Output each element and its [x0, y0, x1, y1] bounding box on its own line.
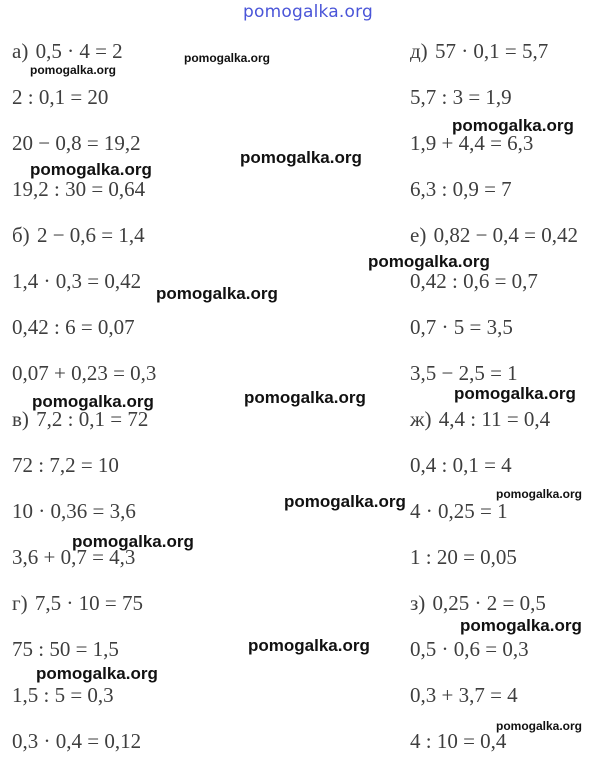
equation-text: 0,4 : 0,1 = 4	[410, 453, 512, 477]
equation	[12, 80, 156, 126]
watermark: pomogalka.org	[30, 63, 117, 77]
watermark: pomogalka.org	[452, 116, 574, 135]
equation-text: 0,7 · 5 = 3,5	[410, 315, 513, 339]
watermark: pomogalka.org	[460, 616, 582, 635]
task-label: г)	[12, 591, 28, 615]
equation-text: 0,3 · 0,4 = 0,12	[12, 729, 142, 753]
equation	[410, 678, 578, 724]
equation-text: 1,9 + 4,4 = 6,3	[410, 131, 534, 155]
site-header: pomogalka.org	[243, 2, 373, 22]
task-label: в)	[12, 407, 29, 431]
equation-text: 57 · 0,1 = 5,7	[434, 39, 549, 63]
watermark: pomogalka.org	[244, 388, 366, 407]
watermark: pomogalka.org	[284, 492, 406, 511]
equation	[12, 310, 156, 356]
watermark: pomogalka.org	[184, 51, 271, 65]
equation-text: 0,3 + 3,7 = 4	[410, 683, 518, 707]
equation-text: 7,2 : 0,1 = 72	[36, 407, 149, 431]
equation-text: 0,42 : 6 = 0,07	[12, 315, 135, 339]
equation-text: 7,5 · 10 = 75	[34, 591, 143, 615]
equation-text: 2 − 0,6 = 1,4	[36, 223, 145, 247]
watermark: pomogalka.org	[496, 719, 583, 733]
task-label: д)	[410, 39, 428, 63]
equation	[410, 34, 578, 80]
equation	[12, 724, 156, 770]
equation-text: 0,82 − 0,4 = 0,42	[433, 223, 579, 247]
task-label: а)	[12, 39, 29, 63]
equation	[410, 632, 578, 678]
watermark: pomogalka.org	[496, 487, 583, 501]
equation	[12, 264, 156, 310]
equation-text: 6,3 : 0,9 = 7	[410, 177, 512, 201]
task-label: з)	[410, 591, 426, 615]
equation	[12, 448, 156, 494]
watermark: pomogalka.org	[156, 284, 278, 303]
equation-text: 1 : 20 = 0,05	[410, 545, 517, 569]
equation-text: 0,42 : 0,6 = 0,7	[410, 269, 538, 293]
task-label: б)	[12, 223, 30, 247]
equation-text: 0,25 · 2 = 0,5	[432, 591, 546, 615]
equation-text: 19,2 : 30 = 0,64	[12, 177, 146, 201]
watermark: pomogalka.org	[36, 664, 158, 683]
equation-text: 1,4 · 0,3 = 0,42	[12, 269, 142, 293]
equation	[410, 172, 578, 218]
equation-text: 0,5 · 0,6 = 0,3	[410, 637, 529, 661]
equation	[12, 586, 156, 632]
equation-text: 4 · 0,25 = 1	[410, 499, 508, 523]
equation-text: 0,5 · 4 = 2	[35, 39, 123, 63]
equation-text: 72 : 7,2 = 10	[12, 453, 119, 477]
equation	[12, 218, 156, 264]
equation	[410, 540, 578, 586]
equation-text: 3,6 + 0,7 = 4,3	[12, 545, 136, 569]
equation-text: 4,4 : 11 = 0,4	[438, 407, 551, 431]
equation-text: 0,07 + 0,23 = 0,3	[12, 361, 157, 385]
equation-text: 2 : 0,1 = 20	[12, 85, 109, 109]
equation	[12, 678, 156, 724]
task-label: е)	[410, 223, 427, 247]
equation-text: 20 − 0,8 = 19,2	[12, 131, 141, 155]
equation	[410, 310, 578, 356]
equation-text: 1,5 : 5 = 0,3	[12, 683, 114, 707]
equation-text: 75 : 50 = 1,5	[12, 637, 119, 661]
watermark: pomogalka.org	[248, 636, 370, 655]
watermark: pomogalka.org	[72, 532, 194, 551]
task-label: ж)	[410, 407, 432, 431]
watermark: pomogalka.org	[454, 384, 576, 403]
watermark: pomogalka.org	[32, 392, 154, 411]
equation	[410, 402, 578, 448]
watermark: pomogalka.org	[368, 252, 490, 271]
equation-text: 10 · 0,36 = 3,6	[12, 499, 136, 523]
equation-text: 5,7 : 3 = 1,9	[410, 85, 512, 109]
equation-text: 3,5 − 2,5 = 1	[410, 361, 518, 385]
watermark: pomogalka.org	[30, 160, 152, 179]
watermark: pomogalka.org	[240, 148, 362, 167]
equation-text: 4 : 10 = 0,4	[410, 729, 507, 753]
